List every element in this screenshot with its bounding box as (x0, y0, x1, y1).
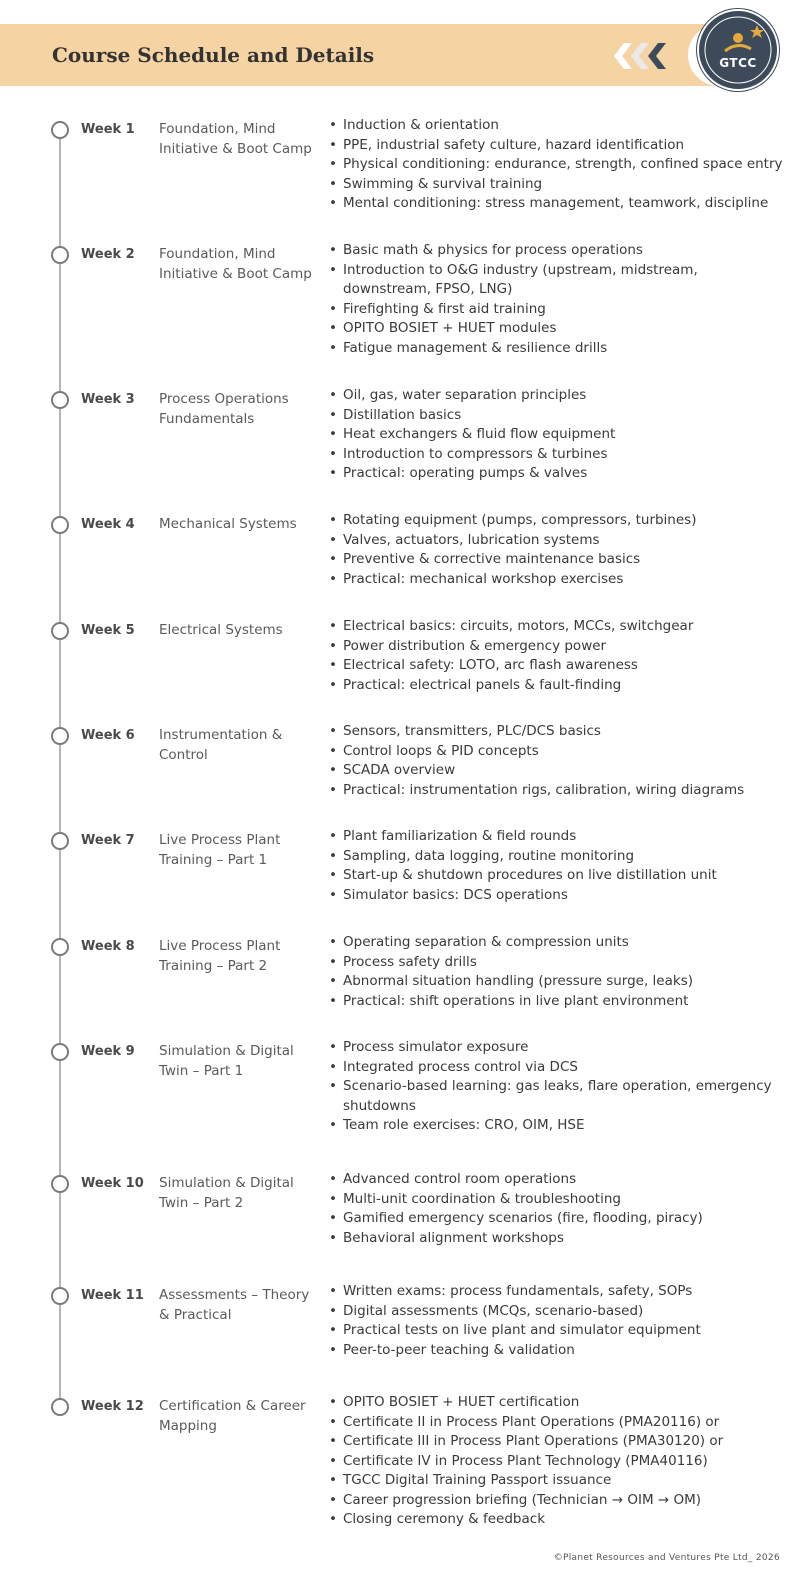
topic-item: • Scenario-based learning: gas leaks, flare operation, emergency shutdowns (328, 1077, 788, 1116)
week-title: Instrumentation & Control (159, 727, 283, 763)
week-title: Mechanical Systems (159, 516, 297, 532)
week-topics (328, 827, 788, 905)
week-title: Foundation, Mind Initiative & Boot Camp (159, 246, 312, 282)
topic-item: • Simulator basics: DCS operations (328, 886, 788, 906)
week-label: Week 8 (81, 939, 135, 954)
star-icon (699, 11, 777, 89)
topic-item: • Practical: mechanical workshop exercises (328, 570, 788, 590)
topic-item: • Fatigue management & resilience drills (328, 339, 788, 359)
week-label: Week 12 (81, 1399, 144, 1414)
topic-item: • Practical: shift operations in live plant environment (328, 992, 788, 1012)
topic-item: • Oil, gas, water separation principles (328, 386, 788, 406)
week-topics (328, 722, 788, 800)
topic-item: • Mental conditioning: stress management, teamwork, discipline (328, 194, 788, 214)
week-label: Week 6 (81, 728, 135, 743)
topic-item: • Start-up & shutdown procedures on live distillation unit (328, 866, 788, 886)
topic-item: • Practical tests on live plant and simulator equipment (328, 1321, 788, 1341)
topic-item: • Career progression briefing (Technician → OIM → OM) (328, 1491, 788, 1511)
topic-item: • Closing ceremony & feedback (328, 1510, 788, 1530)
timeline-marker-icon (51, 1043, 69, 1061)
topic-item: • Peer-to-peer teaching & validation (328, 1341, 788, 1361)
timeline-marker-icon (51, 246, 69, 264)
topic-item: • Rotating equipment (pumps, compressors, turbines) (328, 511, 788, 531)
chevron-left-icon (610, 41, 670, 71)
week-topics (328, 617, 788, 695)
header-banner (0, 24, 800, 86)
topic-item: • Basic math & physics for process operations (328, 241, 788, 261)
week-title: Live Process Plant Training – Part 1 (159, 832, 281, 868)
topic-item: • Process safety drills (328, 953, 788, 973)
page-title: Course Schedule and Details (52, 43, 375, 67)
topic-item: • Abnormal situation handling (pressure surge, leaks) (328, 972, 788, 992)
topic-item: • Introduction to O&G industry (upstream, midstream, downstream, FPSO, LNG) (328, 261, 788, 300)
topic-item: • Valves, actuators, lubrication systems (328, 531, 788, 551)
week-title: Assessments – Theory & Practical (159, 1287, 310, 1323)
topic-item: • Practical: instrumentation rigs, calibration, wiring diagrams (328, 781, 788, 801)
topic-item: • Integrated process control via DCS (328, 1058, 788, 1078)
topic-item: • Electrical safety: LOTO, arc flash awareness (328, 656, 788, 676)
logo-text: GTCC (719, 56, 757, 70)
topic-item: • Sampling, data logging, routine monitoring (328, 847, 788, 867)
topic-item: • Digital assessments (MCQs, scenario-based) (328, 1302, 788, 1322)
topic-item: • Preventive & corrective maintenance basics (328, 550, 788, 570)
week-label: Week 11 (81, 1288, 144, 1303)
timeline-marker-icon (51, 391, 69, 409)
topic-item: • Certificate IV in Process Plant Technology (PMA40116) (328, 1452, 788, 1472)
week-topics (328, 1393, 788, 1530)
week-topics (328, 1282, 788, 1360)
week-topics (328, 1038, 788, 1136)
week-title: Live Process Plant Training – Part 2 (159, 938, 281, 974)
week-topics (328, 116, 788, 214)
topic-item: • Gamified emergency scenarios (fire, flooding, piracy) (328, 1209, 788, 1229)
topic-item: • Practical: electrical panels & fault-finding (328, 676, 788, 696)
week-label: Week 1 (81, 122, 135, 137)
topic-item: • Heat exchangers & fluid flow equipment (328, 425, 788, 445)
week-title: Certification & Career Mapping (159, 1398, 306, 1434)
week-title: Process Operations Fundamentals (159, 391, 289, 427)
timeline-marker-icon (51, 727, 69, 745)
week-topics (328, 933, 788, 1011)
timeline-marker-icon (51, 938, 69, 956)
topic-item: • Swimming & survival training (328, 175, 788, 195)
topic-item: • Introduction to compressors & turbines (328, 445, 788, 465)
topic-item: • Written exams: process fundamentals, safety, SOPs (328, 1282, 788, 1302)
topic-item: • TGCC Digital Training Passport issuance (328, 1471, 788, 1491)
copyright: ©Planet Resources and Ventures Pte Ltd_ 2026 (553, 1553, 780, 1563)
timeline-marker-icon (51, 1175, 69, 1193)
timeline-marker-icon (51, 622, 69, 640)
topic-item: • OPITO BOSIET + HUET modules (328, 319, 788, 339)
week-title: Foundation, Mind Initiative & Boot Camp (159, 121, 312, 157)
week-label: Week 2 (81, 247, 135, 262)
topic-item: • Electrical basics: circuits, motors, MCCs, switchgear (328, 617, 788, 637)
topic-item: • Certificate II in Process Plant Operations (PMA20116) or (328, 1413, 788, 1433)
topic-item: • Power distribution & emergency power (328, 637, 788, 657)
week-label: Week 3 (81, 392, 135, 407)
timeline-marker-icon (51, 1398, 69, 1416)
topic-item: • Behavioral alignment workshops (328, 1229, 788, 1249)
week-title: Simulation & Digital Twin – Part 2 (159, 1175, 294, 1211)
topic-item: • Advanced control room operations (328, 1170, 788, 1190)
topic-item: • Certificate III in Process Plant Operations (PMA30120) or (328, 1432, 788, 1452)
topic-item: • Process simulator exposure (328, 1038, 788, 1058)
week-title: Electrical Systems (159, 622, 283, 638)
topic-item: • Plant familiarization & field rounds (328, 827, 788, 847)
week-label: Week 10 (81, 1176, 144, 1191)
topic-item: • SCADA overview (328, 761, 788, 781)
topic-item: • Control loops & PID concepts (328, 742, 788, 762)
week-topics (328, 1170, 788, 1248)
week-topics (328, 386, 788, 484)
topic-item: • Firefighting & first aid training (328, 300, 788, 320)
week-label: Week 9 (81, 1044, 135, 1059)
timeline-marker-icon (51, 1287, 69, 1305)
topic-item: • Multi-unit coordination & troubleshooting (328, 1190, 788, 1210)
gtcc-logo (697, 9, 779, 91)
topic-item: • Practical: operating pumps & valves (328, 464, 788, 484)
topic-item: • Sensors, transmitters, PLC/DCS basics (328, 722, 788, 742)
week-label: Week 4 (81, 517, 135, 532)
timeline-marker-icon (51, 121, 69, 139)
week-label: Week 5 (81, 623, 135, 638)
topic-item: • Team role exercises: CRO, OIM, HSE (328, 1116, 788, 1136)
topic-item: • PPE, industrial safety culture, hazard identification (328, 136, 788, 156)
topic-item: • Induction & orientation (328, 116, 788, 136)
topic-item: • Physical conditioning: endurance, strength, confined space entry (328, 155, 788, 175)
topic-item: • Operating separation & compression units (328, 933, 788, 953)
timeline-marker-icon (51, 832, 69, 850)
week-title: Simulation & Digital Twin – Part 1 (159, 1043, 294, 1079)
week-label: Week 7 (81, 833, 135, 848)
topic-item: • Distillation basics (328, 406, 788, 426)
timeline-marker-icon (51, 516, 69, 534)
timeline-line (59, 128, 61, 1404)
topic-item: • OPITO BOSIET + HUET certification (328, 1393, 788, 1413)
week-topics (328, 241, 788, 358)
week-topics (328, 511, 788, 589)
